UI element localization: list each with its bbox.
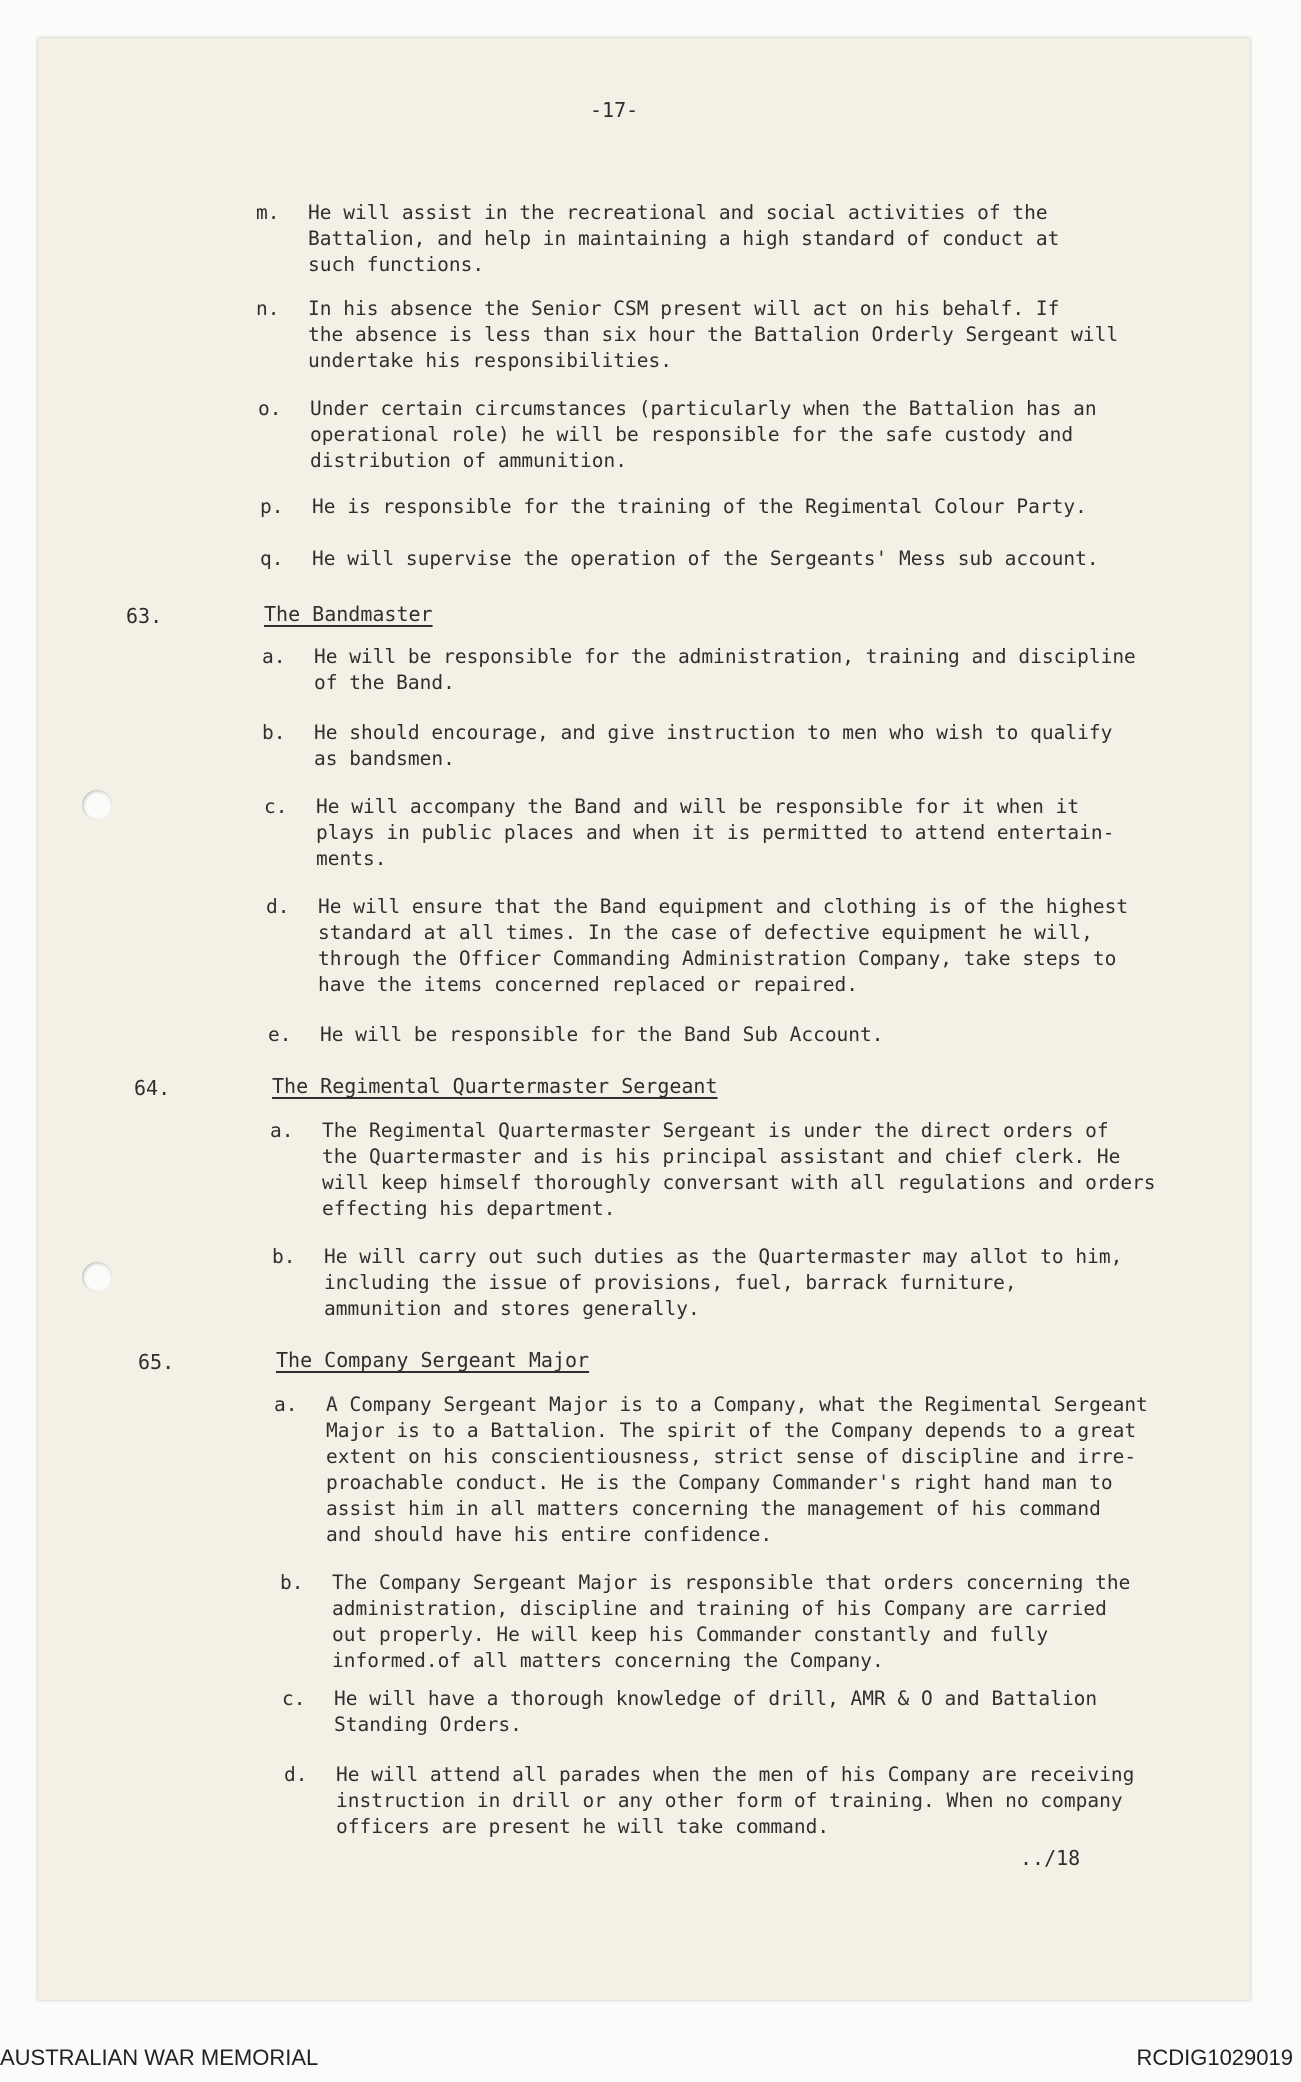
item-text: He will be responsible for the administration, training and discipline of the Band.	[314, 645, 1136, 694]
item-letter: c.	[264, 795, 288, 818]
footer-item-id: RCDIG1029019	[1136, 2045, 1293, 2070]
item-63a	[262, 644, 1136, 696]
item-text: He is responsible for the training of the Regimental Colour Party.	[312, 495, 1087, 518]
item-text: He will carry out such duties as the Quartermaster may allot to him, including the issue of provisions, fuel, barrack furniture, ammunition and stores generally.	[324, 1245, 1123, 1320]
item-text: He will be responsible for the Band Sub Account.	[320, 1023, 884, 1046]
section-heading-rqms: The Regimental Quartermaster Sergeant	[272, 1074, 718, 1098]
item-letter: a.	[262, 645, 286, 668]
item-letter: e.	[268, 1023, 292, 1046]
item-64a	[270, 1118, 1156, 1222]
section-number-65: 65.	[138, 1350, 175, 1374]
item-n	[256, 296, 1119, 374]
section-number-63: 63.	[126, 604, 163, 628]
item-text: The Regimental Quartermaster Sergeant is under the direct orders of the Quartermaster and is his principal assistant and chief clerk. He will keep himself thoroughly conversant with all regulations and orders effecting his department.	[322, 1119, 1156, 1220]
item-text: A Company Sergeant Major is to a Company, what the Regimental Sergeant Major is to a Battalion. The spirit of the Company depends to a great extent on his conscientiousness, strict sense of discipline and irre- proachable conduct. He is the Company Commander's right hand man to assist him in all matters concerning the management of his command and should have his entire confidence.	[326, 1393, 1148, 1546]
item-letter: c.	[282, 1687, 306, 1710]
item-letter: a.	[274, 1393, 298, 1416]
item-63d	[266, 894, 1129, 998]
item-65c	[282, 1686, 1098, 1738]
item-letter: m.	[256, 201, 280, 224]
section-heading-csm: The Company Sergeant Major	[276, 1348, 590, 1372]
item-letter: o.	[258, 397, 282, 420]
section-heading-bandmaster: The Bandmaster	[264, 602, 433, 626]
item-o	[258, 396, 1097, 474]
footer-archive-name: AUSTRALIAN WAR MEMORIAL	[0, 2045, 319, 2070]
item-letter: p.	[260, 495, 284, 518]
item-text: The Company Sergeant Major is responsible that orders concerning the administration, discipline and training of his Company are carried out properly. He will keep his Commander constantly and fully informed.of all matters concerning the Company.	[332, 1571, 1131, 1672]
item-65d	[284, 1762, 1135, 1840]
item-letter: a.	[270, 1119, 294, 1142]
item-63b	[262, 720, 1113, 772]
punch-hole-bottom	[82, 1262, 112, 1292]
item-q	[260, 546, 1099, 572]
item-text: He will assist in the recreational and social activities of the Battalion, and help in maintaining a high standard of conduct at such functions.	[308, 201, 1060, 276]
item-text: In his absence the Senior CSM present will act on his behalf. If the absence is less than six hour the Battalion Orderly Sergeant will undertake his responsibilities.	[308, 297, 1119, 372]
item-text: Under certain circumstances (particularly when the Battalion has an operational role) he will be responsible for the safe custody and distribution of ammunition.	[310, 397, 1097, 472]
item-63e	[268, 1022, 884, 1048]
item-letter: b.	[272, 1245, 296, 1268]
item-text: He will accompany the Band and will be responsible for it when it plays in public places and when it is permitted to attend entertain- ments.	[316, 795, 1115, 870]
item-text: He will ensure that the Band equipment and clothing is of the highest standard at all times. In the case of defective equipment he will, through the Officer Commanding Administration Company, take steps to have the items concerned replaced or repaired.	[318, 895, 1129, 996]
item-letter: b.	[262, 721, 286, 744]
page-number: -17-	[590, 98, 639, 122]
section-number-64: 64.	[134, 1076, 171, 1100]
item-p	[260, 494, 1087, 520]
item-65a	[274, 1392, 1148, 1548]
continuation-marker: ../18	[1020, 1846, 1081, 1870]
item-letter: d.	[284, 1763, 308, 1786]
item-m	[256, 200, 1060, 278]
item-letter: q.	[260, 547, 284, 570]
item-text: He will attend all parades when the men of his Company are receiving instruction in drill or any other form of training. When no company officers are present he will take command.	[336, 1763, 1135, 1838]
item-letter: n.	[256, 297, 280, 320]
item-text: He will have a thorough knowledge of drill, AMR & O and Battalion Standing Orders.	[334, 1687, 1098, 1736]
item-63c	[264, 794, 1115, 872]
item-letter: d.	[266, 895, 290, 918]
item-65b	[280, 1570, 1131, 1674]
item-64b	[272, 1244, 1123, 1322]
item-text: He should encourage, and give instruction to men who wish to qualify as bandsmen.	[314, 721, 1113, 770]
item-letter: b.	[280, 1571, 304, 1594]
punch-hole-top	[82, 790, 112, 820]
item-text: He will supervise the operation of the Sergeants' Mess sub account.	[312, 547, 1099, 570]
